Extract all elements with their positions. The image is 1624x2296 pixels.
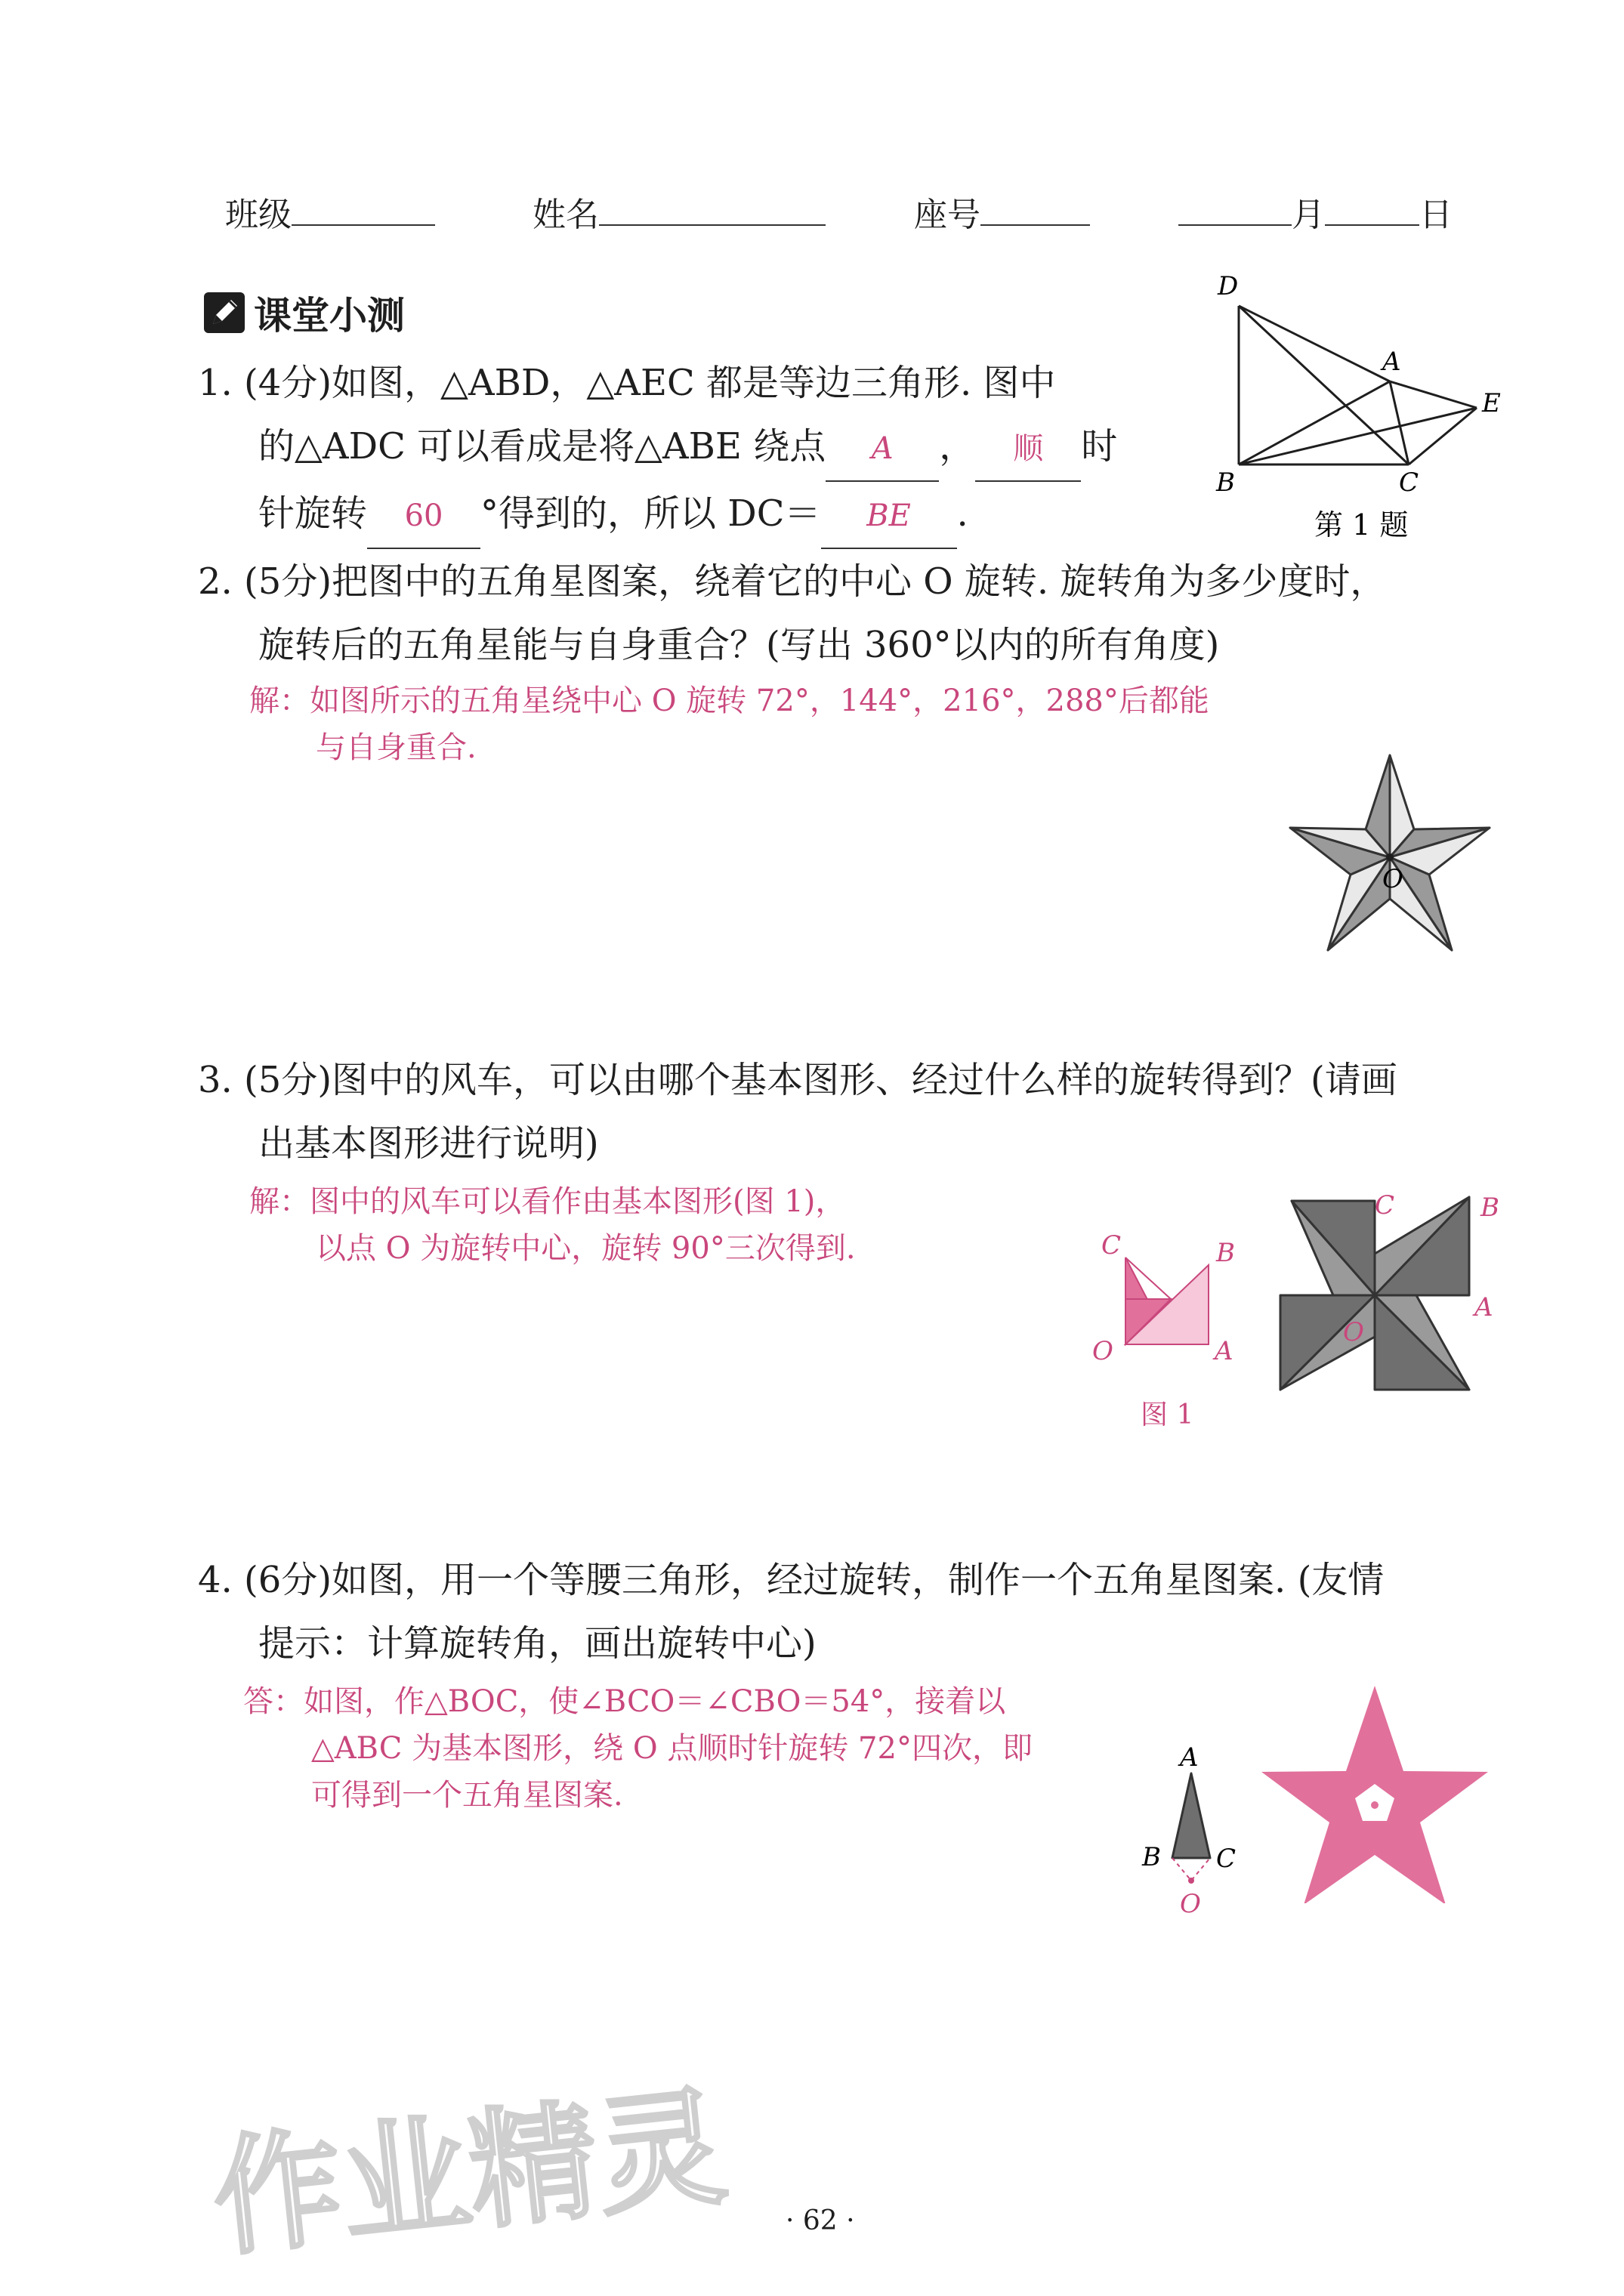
q4-answer-line2: △ABC 为基本图形，绕 O 点顺时针旋转 72°四次，即 xyxy=(311,1731,1033,1766)
seat-label: 座号 xyxy=(914,196,980,234)
label-b: B xyxy=(1216,468,1235,498)
day-blank[interactable] xyxy=(1325,224,1419,226)
q4-line1: 4. (6分)如图，用一个等腰三角形，经过旋转，制作一个五角星图案. (友情 xyxy=(198,1559,1385,1601)
name-label: 姓名 xyxy=(533,196,599,234)
class-field xyxy=(225,187,435,236)
month-blank[interactable] xyxy=(1178,224,1292,226)
q3-answer-line2: 以点 O 为旋转中心，旋转 90°三次得到. xyxy=(316,1231,856,1266)
q1-line1: 1. (4分)如图，△ABD，△AEC 都是等边三角形. 图中 xyxy=(198,362,1056,404)
q4-pink-star-figure xyxy=(1254,1677,1496,1903)
seg-ac xyxy=(1390,381,1409,464)
tri-label-b: B xyxy=(1142,1842,1161,1872)
q1-line2-end: 时 xyxy=(1081,425,1118,468)
q2-answer xyxy=(249,677,1382,771)
q2-answer-line2: 与自身重合. xyxy=(316,730,477,765)
watermark: 作业精灵 xyxy=(206,2072,733,2275)
q4-answer-line1: 答：如图，作△BOC，使∠BCO＝∠CBO＝54°，接着以 xyxy=(243,1684,1006,1719)
q1-line3-end: . xyxy=(956,492,968,535)
section-title: 课堂小测 xyxy=(254,294,405,338)
q1-line2 xyxy=(198,415,1203,482)
q1-answer-angle[interactable]: 60 xyxy=(367,484,480,549)
windmill-label-b: B xyxy=(1480,1193,1499,1223)
tri-label-o: O xyxy=(1180,1889,1201,1918)
label-d: D xyxy=(1218,271,1239,301)
star-center-label: O xyxy=(1382,864,1403,894)
windmill-label-c: C xyxy=(1375,1190,1395,1221)
q2-answer-line1: 解：如图所示的五角星绕中心 O 旋转 72°，144°，216°，288°后都能 xyxy=(249,684,1209,718)
q3-answer xyxy=(249,1178,1080,1272)
fig1-caption: 图 1 xyxy=(1141,1400,1194,1430)
q1-line3-text: 针旋转 xyxy=(258,492,368,535)
date-field xyxy=(1178,187,1453,236)
question-1 xyxy=(198,351,1203,549)
label-e: E xyxy=(1482,388,1501,418)
fig1-label-o: O xyxy=(1092,1336,1113,1366)
q4-answer-line3: 可得到一个五角星图案. xyxy=(311,1778,623,1813)
q3-windmill-figure xyxy=(1277,1190,1518,1409)
windmill-label-a: A xyxy=(1474,1292,1493,1322)
section-header xyxy=(202,285,405,340)
seg-da xyxy=(1239,306,1390,381)
label-a: A xyxy=(1382,347,1401,377)
q2-line1: 2. (5分)把图中的五角星图案，绕着它的中心 O 旋转. 旋转角为多少度时， xyxy=(198,560,1387,603)
q2-star-figure xyxy=(1277,748,1503,967)
question-4 xyxy=(198,1548,1512,1675)
tri-label-c: C xyxy=(1216,1844,1237,1874)
page-number: · 62 · xyxy=(786,2205,855,2236)
name-blank[interactable] xyxy=(599,224,826,226)
q3-basic-shape-figure xyxy=(1088,1216,1261,1435)
q1-line2-text: 的△ADC 可以看成是将△ABE 绕点 xyxy=(258,425,826,468)
q4-answer xyxy=(243,1678,1150,1819)
q3-line1: 3. (5分)图中的风车，可以由哪个基本图形、经过什么样的旋转得到？(请画 xyxy=(198,1059,1397,1101)
fig1-label-b: B xyxy=(1216,1238,1235,1268)
month-label: 月 xyxy=(1292,196,1325,234)
q1-answer-segment[interactable]: BE xyxy=(821,484,957,549)
q1-fig-caption: 第 1 题 xyxy=(1314,508,1409,542)
q4-triangle-figure xyxy=(1133,1737,1269,1918)
class-blank[interactable] xyxy=(292,224,435,226)
seg-ba xyxy=(1239,381,1390,464)
pencil-icon xyxy=(202,291,246,335)
fig1-label-a: A xyxy=(1215,1336,1233,1366)
q1-line3 xyxy=(198,482,1203,549)
q2-line2: 旋转后的五角星能与自身重合？(写出 360°以内的所有角度) xyxy=(258,624,1220,666)
seat-blank[interactable] xyxy=(980,224,1090,226)
q1-answer-point[interactable]: A xyxy=(826,417,939,482)
seat-field xyxy=(914,187,1090,236)
q3-line2: 出基本图形进行说明) xyxy=(258,1122,599,1165)
question-2 xyxy=(198,550,1512,677)
class-label: 班级 xyxy=(225,196,292,234)
tri-label-a: A xyxy=(1180,1742,1199,1773)
q1-answer-direction[interactable]: 顺 xyxy=(975,417,1081,482)
day-label: 日 xyxy=(1419,196,1453,234)
q1-comma: ， xyxy=(939,425,976,468)
q3-answer-line1: 解：图中的风车可以看作由基本图形(图 1)， xyxy=(249,1184,846,1219)
windmill-label-o: O xyxy=(1343,1317,1364,1347)
question-3 xyxy=(198,1048,1512,1175)
seg-ae xyxy=(1390,381,1477,408)
q4-line2: 提示：计算旋转角，画出旋转中心) xyxy=(258,1622,817,1665)
name-field xyxy=(533,187,826,236)
q1-figure xyxy=(1201,264,1518,551)
fig1-label-c: C xyxy=(1101,1230,1122,1261)
q1-line3-mid: °得到的，所以 DC＝ xyxy=(480,492,821,535)
label-c: C xyxy=(1399,468,1419,498)
